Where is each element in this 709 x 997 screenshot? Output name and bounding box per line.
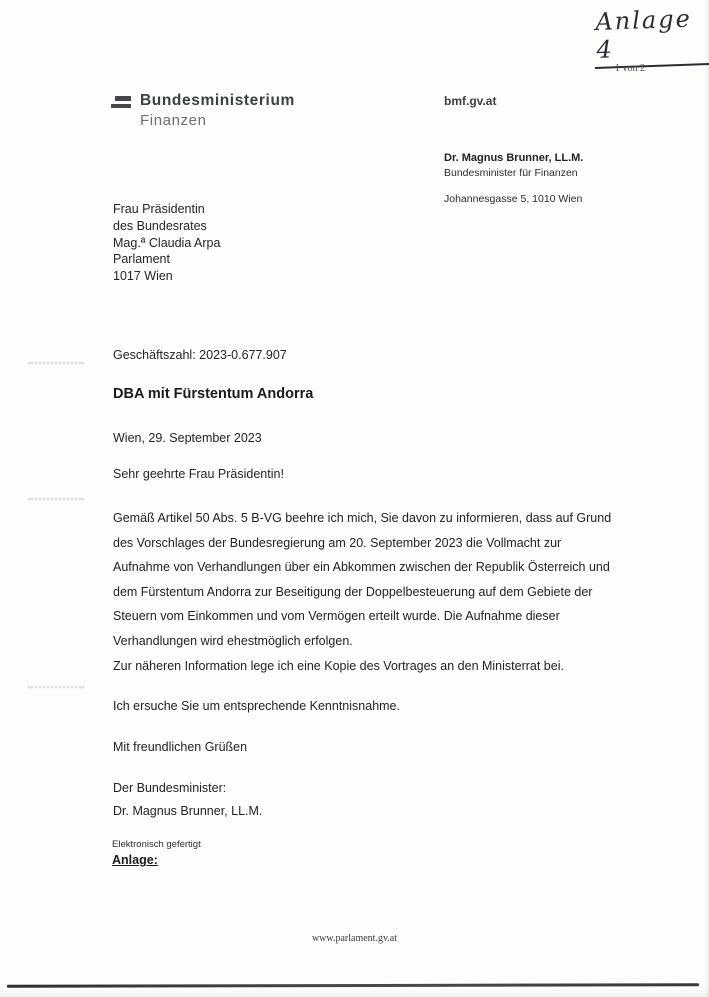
body-line: Gemäß Artikel 50 Abs. 5 B-VG beehre ich mich, Sie davon zu informieren, dass auf Grund <box>113 511 612 525</box>
recipient-line: Frau Präsidentin <box>113 202 205 216</box>
body-line: Zur näheren Information lege ich eine Kopie des Vortrages an den Ministerrat bei. <box>113 658 564 673</box>
page-number: 1 von 2 <box>615 63 645 74</box>
handwritten-annotation: Anlage 4 <box>593 4 709 69</box>
recipient-line: Mag.ª Claudia Arpa <box>113 235 221 250</box>
reference-number <box>113 348 287 362</box>
electronic-signature-note: Elektronisch gefertigt <box>112 839 201 850</box>
reference-label: Geschäftszahl: <box>113 348 196 362</box>
body-line: Steuern vom Einkommen und vom Vermögen erteilt wurde. Die Aufnahme dieser <box>113 609 560 624</box>
reference-value: 2023-0.677.907 <box>199 348 287 362</box>
subject-line: DBA mit Fürstentum Andorra <box>113 386 314 402</box>
logo-bar-bottom <box>111 104 131 109</box>
body-line: Aufnahme von Verhandlungen über ein Abkommen zwischen der Republik Österreich und <box>113 560 610 575</box>
ministry-website: bmf.gv.at <box>444 94 497 108</box>
attachment-label: Anlage: <box>112 853 158 867</box>
scan-artifact-dash <box>28 498 84 500</box>
signoff-role: Der Bundesminister: <box>113 781 227 795</box>
sender-name: Dr. Magnus Brunner, LL.M. <box>444 152 584 164</box>
sender-address: Johannesgasse 5, 1010 Wien <box>444 193 583 205</box>
recipient-address <box>113 201 220 285</box>
ministry-name: Bundesministerium <box>140 92 295 109</box>
scan-artifact-dash <box>28 362 84 364</box>
ministry-logo-icon <box>111 96 133 109</box>
salutation: Sehr geehrte Frau Präsidentin! <box>113 467 284 481</box>
scan-artifact-bottom-line <box>7 983 699 987</box>
scan-edge-shadow <box>705 0 709 997</box>
body-line: des Vorschlages der Bundesregierung am 20. September 2023 die Vollmacht zur <box>113 535 562 550</box>
scan-artifact-dash <box>28 686 84 688</box>
recipient-line: Parlament <box>113 252 170 267</box>
recipient-line: des Bundesrates <box>113 218 207 233</box>
acknowledgement-line: Ich ersuche Sie um entsprechende Kenntnisnahme. <box>113 699 400 713</box>
letter-body <box>113 506 653 678</box>
sender-title: Bundesminister für Finanzen <box>444 167 578 179</box>
footer-website: www.parlament.gv.at <box>311 933 398 944</box>
scan-edge-shadow <box>0 989 709 997</box>
logo-bar-top <box>115 96 131 101</box>
recipient-line: 1017 Wien <box>113 269 173 284</box>
body-line: dem Fürstentum Andorra zur Beseitigung der Doppelbesteuerung auf dem Gebiete der <box>113 584 593 599</box>
body-line: Verhandlungen wird ehestmöglich erfolgen. <box>113 633 353 648</box>
ministry-department: Finanzen <box>140 112 207 129</box>
farewell-line: Mit freundlichen Grüßen <box>113 740 248 754</box>
signoff-name: Dr. Magnus Brunner, LL.M. <box>113 804 263 818</box>
date-line: Wien, 29. September 2023 <box>113 431 262 445</box>
